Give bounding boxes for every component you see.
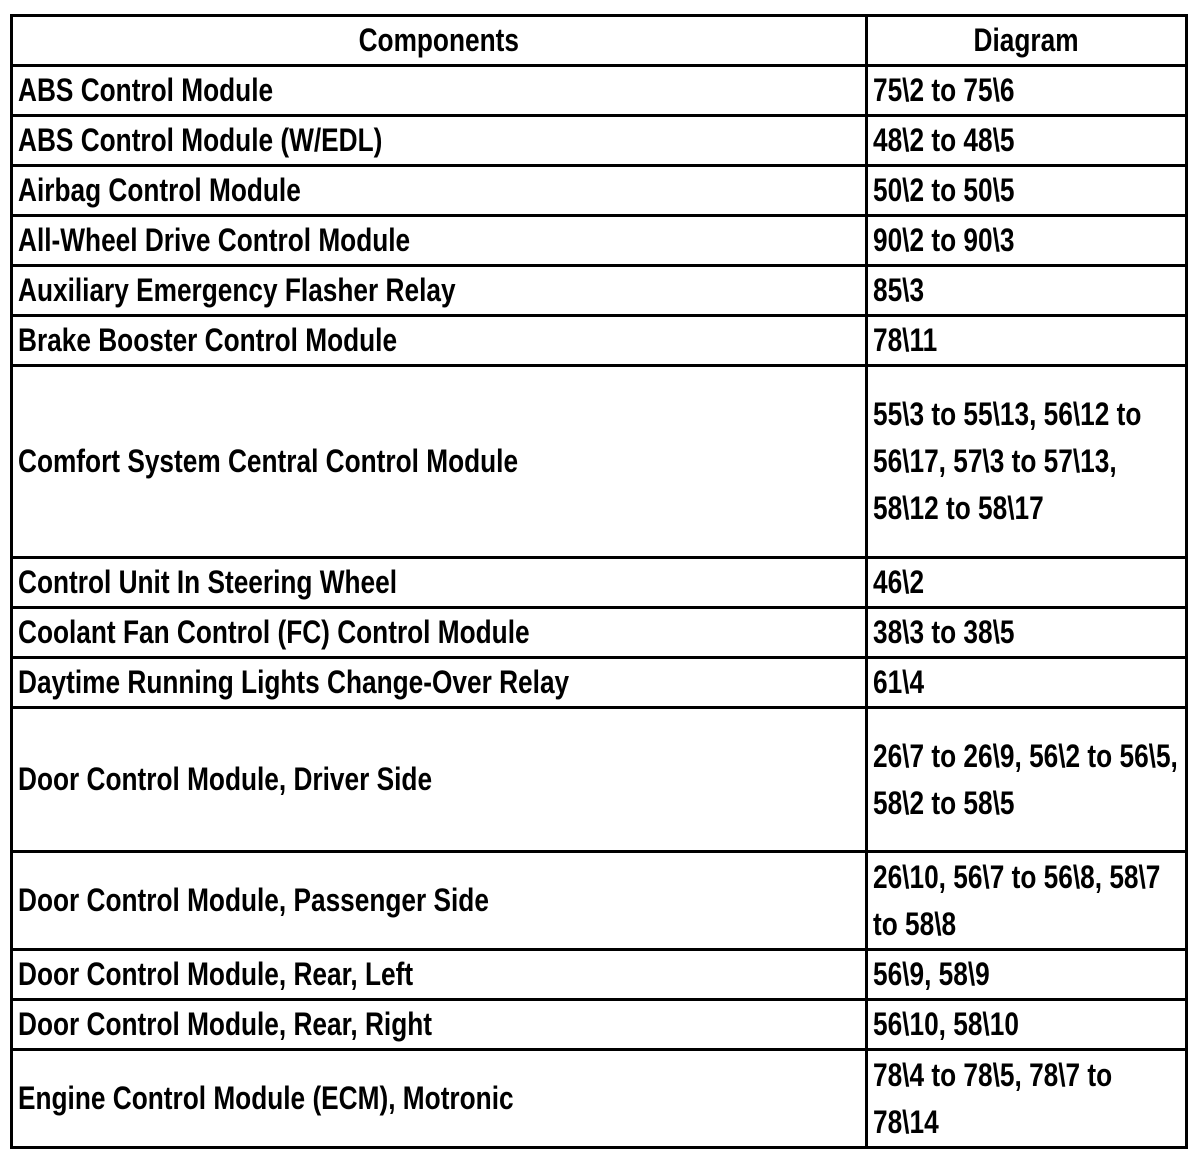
diagram-cell: 38\3 to 38\5 (867, 608, 1187, 658)
table-row (12, 216, 1187, 266)
header-diagram: Diagram (867, 16, 1187, 66)
component-cell: ABS Control Module (12, 66, 867, 116)
table-row (12, 708, 1187, 852)
table-row (12, 1050, 1187, 1148)
component-cell: Coolant Fan Control (FC) Control Module (12, 608, 867, 658)
table-row (12, 266, 1187, 316)
component-cell: Comfort System Central Control Module (12, 366, 867, 558)
table-row (12, 166, 1187, 216)
diagram-cell: 46\2 (867, 558, 1187, 608)
diagram-cell: 56\10, 58\10 (867, 1000, 1187, 1050)
table-row (12, 316, 1187, 366)
components-diagram-table (10, 14, 1188, 1149)
component-cell: Daytime Running Lights Change-Over Relay (12, 658, 867, 708)
component-cell: ABS Control Module (W/EDL) (12, 116, 867, 166)
diagram-cell: 50\2 to 50\5 (867, 166, 1187, 216)
component-cell: Airbag Control Module (12, 166, 867, 216)
component-cell: Engine Control Module (ECM), Motronic (12, 1050, 867, 1148)
table-row (12, 658, 1187, 708)
table-header (12, 16, 1187, 66)
diagram-cell: 90\2 to 90\3 (867, 216, 1187, 266)
component-cell: Door Control Module, Rear, Right (12, 1000, 867, 1050)
table-row (12, 558, 1187, 608)
diagram-cell: 26\7 to 26\9, 56\2 to 56\5, 58\2 to 58\5 (867, 708, 1187, 852)
table-row (12, 116, 1187, 166)
component-cell: Brake Booster Control Module (12, 316, 867, 366)
component-cell: Door Control Module, Rear, Left (12, 950, 867, 1000)
diagram-cell: 78\4 to 78\5, 78\7 to 78\14 (867, 1050, 1187, 1148)
diagram-cell: 78\11 (867, 316, 1187, 366)
diagram-cell: 55\3 to 55\13, 56\12 to 56\17, 57\3 to 57\13, 58\12 to 58\17 (867, 366, 1187, 558)
table-row (12, 950, 1187, 1000)
table-row (12, 366, 1187, 558)
diagram-cell: 61\4 (867, 658, 1187, 708)
diagram-cell: 48\2 to 48\5 (867, 116, 1187, 166)
component-cell: All-Wheel Drive Control Module (12, 216, 867, 266)
diagram-cell: 75\2 to 75\6 (867, 66, 1187, 116)
table-row (12, 66, 1187, 116)
header-components: Components (12, 16, 867, 66)
diagram-cell: 56\9, 58\9 (867, 950, 1187, 1000)
component-cell: Auxiliary Emergency Flasher Relay (12, 266, 867, 316)
header-row (12, 16, 1187, 66)
component-cell: Control Unit In Steering Wheel (12, 558, 867, 608)
diagram-cell: 85\3 (867, 266, 1187, 316)
component-cell: Door Control Module, Driver Side (12, 708, 867, 852)
component-cell: Door Control Module, Passenger Side (12, 852, 867, 950)
table-row (12, 852, 1187, 950)
table-row (12, 608, 1187, 658)
table-row (12, 1000, 1187, 1050)
diagram-cell: 26\10, 56\7 to 56\8, 58\7 to 58\8 (867, 852, 1187, 950)
table-body (12, 66, 1187, 1148)
